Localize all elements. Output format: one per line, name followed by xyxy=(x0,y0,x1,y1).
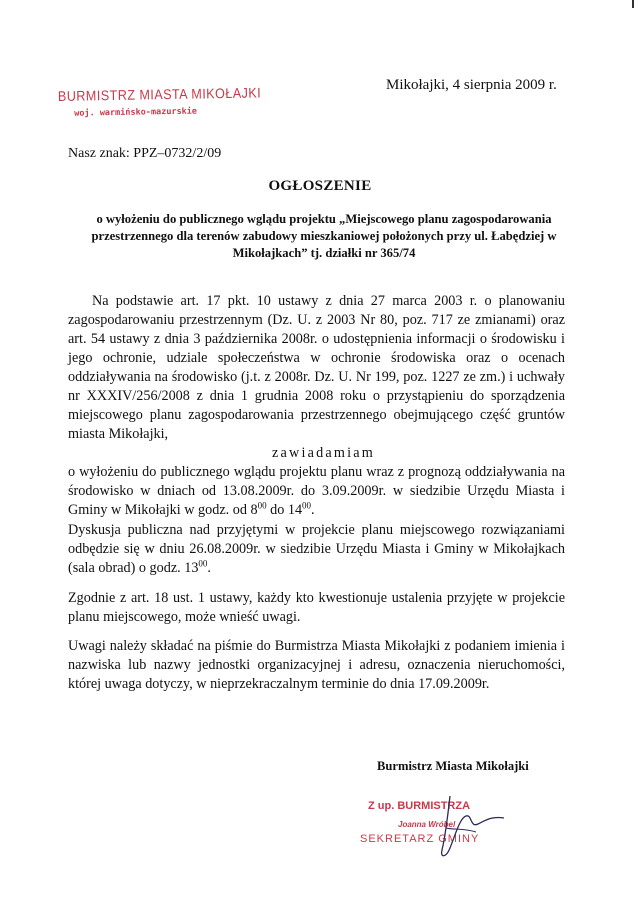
document-subtitle: o wyłożeniu do publicznego wglądu projektu „Miejscowego planu zagospodarowania przestrzennego dla terenów zabudowy mieszkaniowej położonych przy ul. Łabędziej w Mikołajkach” tj. działki nr 365/74 xyxy=(91,212,557,260)
paragraph-legal-basis xyxy=(68,292,565,520)
paragraph-public-discussion xyxy=(68,521,565,578)
handwritten-signature xyxy=(420,788,530,868)
hour-from: 8 xyxy=(250,502,258,518)
paragraph-comment-submission: Uwagi należy składać na piśmie do Burmistrza Miasta Mikołajki z podaniem imienia i nazwiska lub nazwy jednostki organizacyjnej i adresu, oznaczenia nieruchomości, której uwaga dotyczy, w nieprzekraczalnym terminie do dnia 17.09.2009r. xyxy=(68,638,565,692)
paragraph1-end: . xyxy=(311,502,315,518)
hour-to-minutes: 00 xyxy=(302,500,312,511)
paragraph-right-to-comment: Zgodnie z art. 18 ust. 1 ustawy, każdy kto kwestionuje ustalenia przyjęte w projekcie planu miejscowego, może wnieść uwagi. xyxy=(68,590,565,625)
discussion-hour-minutes: 00 xyxy=(198,558,208,569)
office-stamp-line1: BURMISTRZ MIASTA MIKOŁAJKI xyxy=(57,84,262,104)
paragraph1-intro: Na podstawie art. 17 pkt. 10 ustawy z dnia 27 marca 2003 r. o planowaniu zagospodarowaniu przestrzennym (Dz. U. z 2003 Nr 80, poz. 717 ze zmianami) oraz art. 54 ustawy z dnia 3 października 2008r. o udostępnienia informacji o środowisku i jego ochronie, udziale społeczeństwa w ochronie środowiska oraz o ocenach oddziaływania na środowisko (j.t. z 2008r. Dz. U. Nr 199, poz. 1227 ze zm.) i uchwały nr XXXIV/256/2008 z dnia 1 grudnia 2008 roku o przystąpieniu do sporządzenia miejscowego planu zagospodarowania przestrzennego obejmującego część gruntów miasta Mikołajki, xyxy=(68,293,565,442)
office-stamp-line2: woj. warmińsko-mazurskie xyxy=(74,106,198,119)
signature-stamp-line1: Z up. BURMISTRZA xyxy=(368,800,471,812)
document-title: OGŁOSZENIE xyxy=(268,178,372,194)
hour-to: 14 xyxy=(287,502,303,518)
signature-stroke-main xyxy=(442,796,504,856)
signature-stamp-line3: SEKRETARZ GMINY xyxy=(360,833,480,845)
paragraph2-end: . xyxy=(207,560,211,576)
scan-edge-mark xyxy=(632,0,634,8)
place-and-date: Mikołajki, 4 sierpnia 2009 r. xyxy=(386,77,557,93)
signature-stamp-line2: Joanna Wróbel xyxy=(398,820,456,829)
hour-from-minutes: 00 xyxy=(257,500,267,511)
discussion-hour: 13 xyxy=(184,560,199,576)
announce-word: zawiadamiam xyxy=(272,445,375,461)
office-stamp xyxy=(58,84,284,119)
paragraph1-details: o wyłożeniu do publicznego wglądu projektu planu wraz z prognozą oddziaływania na środowisko w dniach od 13.08.2009r. do 3.09.2009r. w siedzibie Urzędu Miasta i Gminy w Mikołajki w godz. od xyxy=(68,464,565,518)
reference-number: Nasz znak: PPZ–0732/2/09 xyxy=(68,146,222,161)
hour-between: do xyxy=(266,502,288,518)
signatory-title: Burmistrz Miasta Mikołajki xyxy=(377,759,529,773)
signature-stroke-cross xyxy=(446,828,476,832)
paragraph2-text: Dyskusja publiczna nad przyjętymi w projekcie planu miejscowego rozwiązaniami odbędzie się w dniu 26.08.2009r. w siedzibie Urzędu Miasta i Gminy w Mikołajkach (sala obrad) o godz. xyxy=(68,522,565,576)
